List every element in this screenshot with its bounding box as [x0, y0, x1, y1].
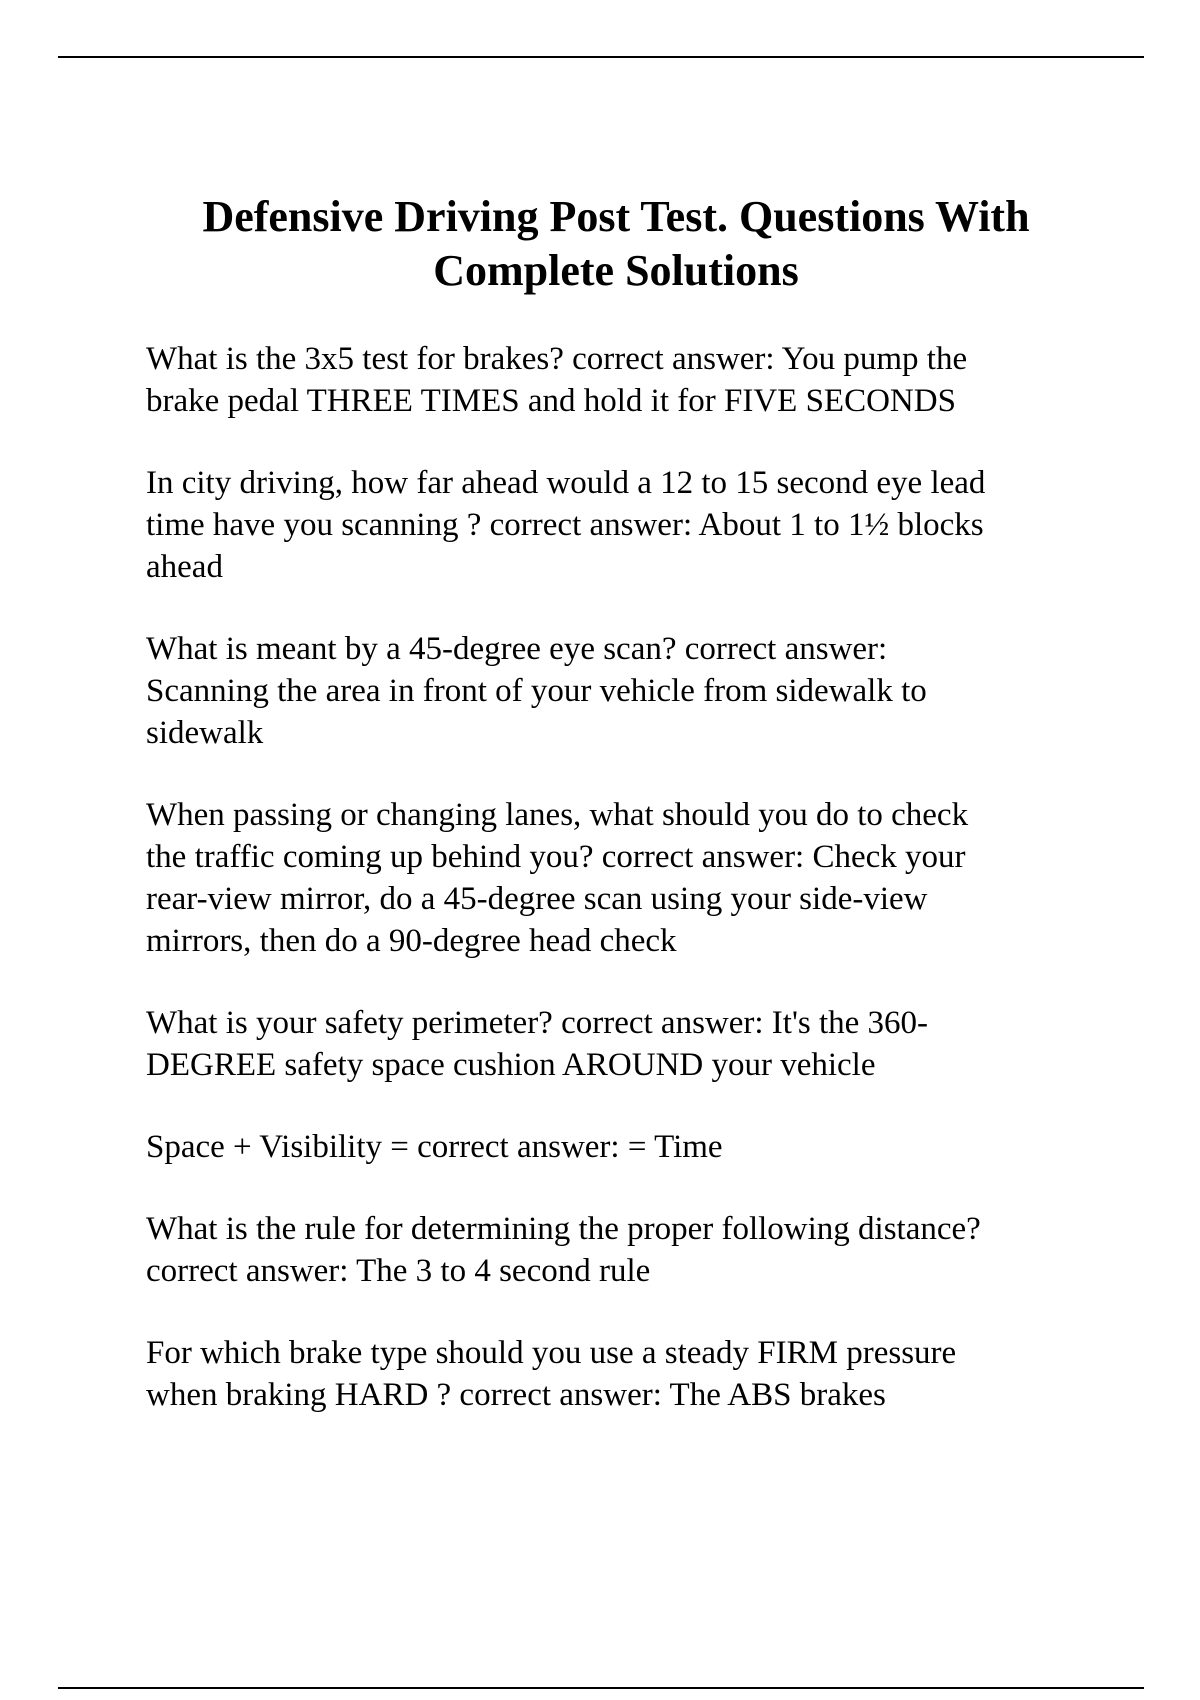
qa-item [146, 1208, 1086, 1292]
qa-item [146, 1126, 1086, 1168]
qa-line: Space + Visibility = correct answer: = Time [146, 1129, 723, 1165]
qa-line: Scanning the area in front of your vehicle from sidewalk to [146, 673, 927, 709]
document-title [146, 190, 1086, 298]
qa-line: In city driving, how far ahead would a 12 to 15 second eye lead [146, 465, 986, 501]
top-divider [58, 56, 1144, 58]
qa-line: rear-view mirror, do a 45-degree scan using your side-view [146, 881, 928, 917]
qa-item [146, 462, 1086, 588]
qa-line: What is your safety perimeter? correct answer: It's the 360- [146, 1005, 929, 1041]
qa-line: When passing or changing lanes, what should you do to check [146, 797, 969, 833]
qa-line: when braking HARD ? correct answer: The ABS brakes [146, 1377, 886, 1413]
document-page [146, 190, 1086, 1416]
qa-item [146, 1002, 1086, 1086]
qa-line: What is the rule for determining the proper following distance? [146, 1211, 981, 1247]
title-line: Complete Solutions [433, 246, 799, 295]
qa-item [146, 794, 1086, 962]
qa-line: What is meant by a 45-degree eye scan? correct answer: [146, 631, 888, 667]
qa-list [146, 338, 1086, 1416]
qa-line: sidewalk [146, 715, 264, 751]
qa-line: brake pedal THREE TIMES and hold it for FIVE SECONDS [146, 383, 956, 419]
qa-line: What is the 3x5 test for brakes? correct answer: You pump the [146, 341, 968, 377]
qa-item [146, 338, 1086, 422]
qa-line: correct answer: The 3 to 4 second rule [146, 1253, 651, 1289]
qa-item [146, 1332, 1086, 1416]
bottom-divider [58, 1687, 1144, 1689]
title-line: Defensive Driving Post Test. Questions With [202, 192, 1030, 241]
qa-line: mirrors, then do a 90-degree head check [146, 923, 677, 959]
qa-line: DEGREE safety space cushion AROUND your vehicle [146, 1047, 876, 1083]
qa-line: ahead [146, 549, 223, 585]
qa-line: the traffic coming up behind you? correct answer: Check your [146, 839, 966, 875]
qa-line: time have you scanning ? correct answer: About 1 to 1½ blocks [146, 507, 984, 543]
qa-item [146, 628, 1086, 754]
qa-line: For which brake type should you use a steady FIRM pressure [146, 1335, 957, 1371]
